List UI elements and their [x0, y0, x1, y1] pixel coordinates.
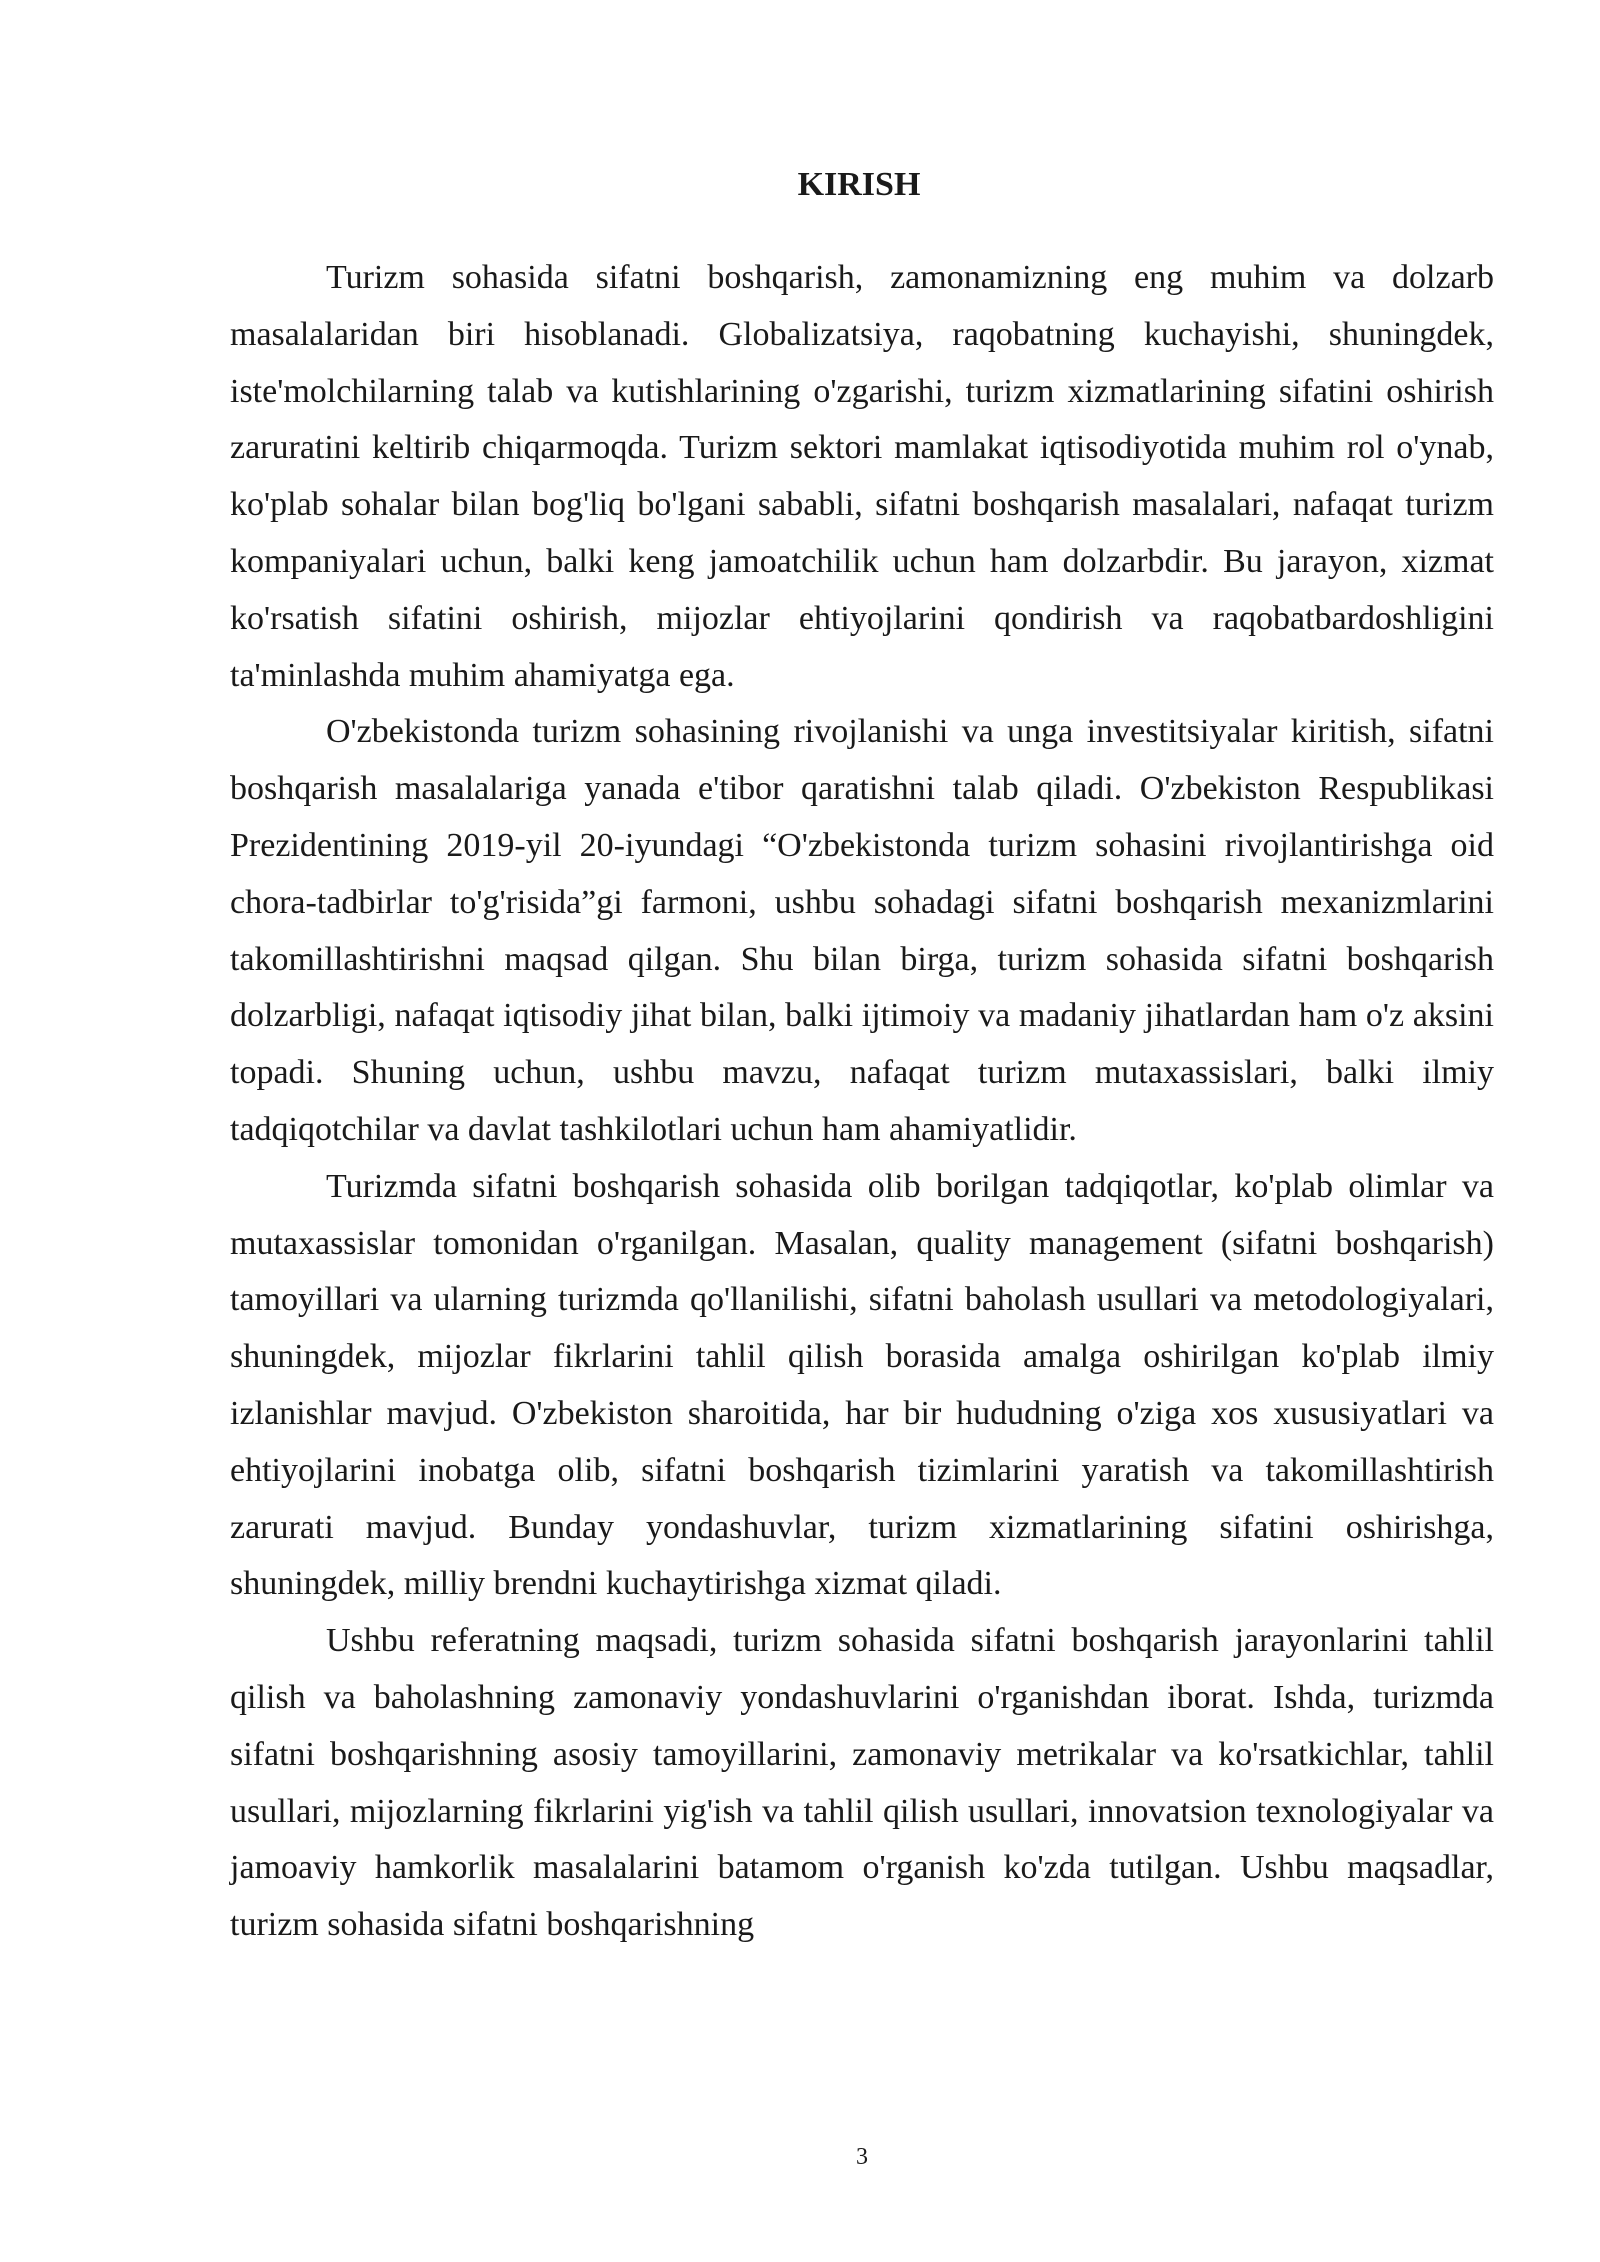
document-body [230, 250, 1494, 1954]
page-title: KIRISH [797, 166, 921, 203]
page-number: 3 [856, 2144, 868, 2170]
paragraph-4: Ushbu referatning maqsadi, turizm sohasida sifatni boshqarish jarayonlarini tahlil qilish va baholashning zamonaviy yondashuvlarini o'rganishdan iborat. Ishda, turizmda sifatni boshqarishning asosiy tamoyillarini, zamonaviy metrikalar va ko'rsatkichlar, tahlil usullari, mijozlarning fikrlarini yig'ish va tahlil qilish usullari, innovatsion texnologiyalar va jamoaviy hamkorlik masalalarini batamom o'rganish ko'zda tutilgan. Ushbu maqsadlar, turizm sohasida sifatni boshqarishning [230, 1622, 1494, 1944]
paragraph-3: Turizmda sifatni boshqarish sohasida olib borilgan tadqiqotlar, ko'plab olimlar va mutaxassislar tomonidan o'rganilgan. Masalan, quality management (sifatni boshqarish) tamoyillari va ularning turizmda qo'llanilishi, sifatni baholash usullari va metodologiyalari, shuningdek, mijozlar fikrlarini tahlil qilish borasida amalga oshirilgan ko'plab ilmiy izlanishlar mavjud. O'zbekiston sharoitida, har bir hududning o'ziga xos xususiyatlari va ehtiyojlarini inobatga olib, sifatni boshqarish tizimlarini yaratish va takomillashtirish zarurati mavjud. Bunday yondashuvlar, turizm xizmatlarining sifatini oshirishga, shuningdek, milliy brendni kuchaytirishga xizmat qiladi. [230, 1167, 1494, 1603]
paragraph-1: Turizm sohasida sifatni boshqarish, zamonamizning eng muhim va dolzarb masalalaridan biri hisoblanadi. Globalizatsiya, raqobatning kuchayishi, shuningdek, iste'molchilarning talab va kutishlarining o'zgarishi, turizm xizmatlarining sifatini oshirish zaruratini keltirib chiqarmoqda. Turizm sektori mamlakat iqtisodiyotida muhim rol o'ynab, ko'plab sohalar bilan bog'liq bo'lgani sababli, sifatni boshqarish masalalari, nafaqat turizm kompaniyalari uchun, balki keng jamoatchilik uchun ham dolzarbdir. Bu jarayon, xizmat ko'rsatish sifatini oshirish, mijozlar ehtiyojlarini qondirish va raqobatbardoshligini ta'minlashda muhim ahamiyatga ega. [230, 259, 1494, 694]
paragraph-2: O'zbekistonda turizm sohasining rivojlanishi va unga investitsiyalar kiritish, sifatni boshqarish masalalariga yanada e'tibor qaratishni talab qiladi. O'zbekiston Respublikasi Prezidentining 2019-yil 20-iyundagi “O'zbekistonda turizm sohasini rivojlantirishga oid chora-tadbirlar to'g'risida”gi farmoni, ushbu sohadagi sifatni boshqarish mexanizmlarini takomillashtirishni maqsad qilgan. Shu bilan birga, turizm sohasida sifatni boshqarish dolzarbligi, nafaqat iqtisodiy jihat bilan, balki ijtimoiy va madaniy jihatlardan ham o'z aksini topadi. Shuning uchun, ushbu mavzu, nafaqat turizm mutaxassislari, balki ilmiy tadqiqotchilar va davlat tashkilotlari uchun ham ahamiyatlidir. [230, 713, 1494, 1148]
